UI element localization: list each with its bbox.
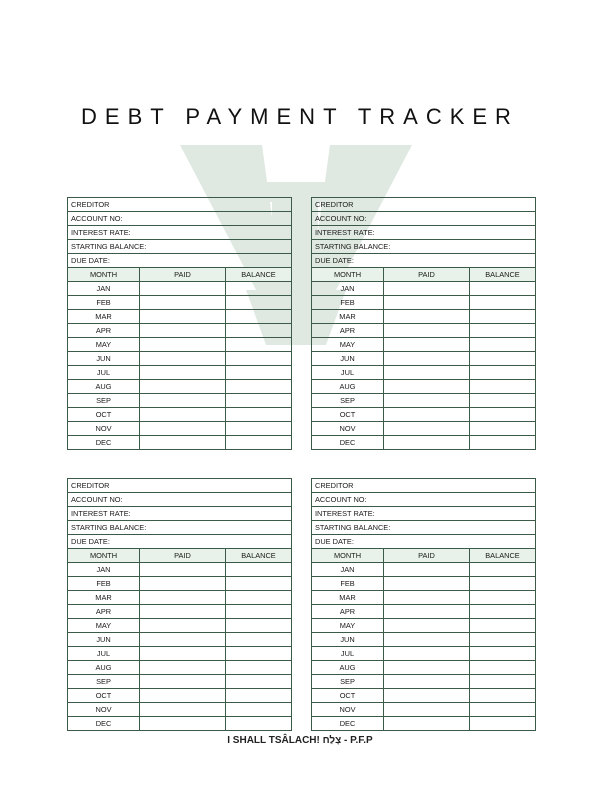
balance-cell[interactable]: [470, 717, 536, 731]
paid-cell[interactable]: [384, 366, 470, 380]
month-label: JUN: [312, 352, 384, 366]
month-label: JUN: [68, 352, 140, 366]
balance-cell[interactable]: [470, 436, 536, 450]
table-row: [68, 689, 292, 703]
balance-cell[interactable]: [226, 296, 292, 310]
month-label: SEP: [68, 394, 140, 408]
creditor-field[interactable]: CREDITOR: [68, 479, 292, 493]
paid-cell[interactable]: [140, 563, 226, 577]
paid-cell[interactable]: [384, 647, 470, 661]
balance-cell[interactable]: [470, 661, 536, 675]
creditor-field[interactable]: CREDITOR: [312, 198, 536, 212]
debt-tracker-table: [311, 478, 536, 731]
balance-cell[interactable]: [470, 703, 536, 717]
paid-cell[interactable]: [140, 633, 226, 647]
table-row: [312, 422, 536, 436]
paid-cell[interactable]: [140, 282, 226, 296]
balance-cell[interactable]: [226, 591, 292, 605]
account-no-field[interactable]: ACCOUNT NO:: [312, 212, 536, 226]
month-label: NOV: [312, 703, 384, 717]
balance-cell[interactable]: [226, 436, 292, 450]
balance-cell[interactable]: [470, 563, 536, 577]
balance-cell[interactable]: [470, 310, 536, 324]
table-row: [68, 633, 292, 647]
balance-cell[interactable]: [226, 352, 292, 366]
debt-tracker-table: [67, 197, 292, 450]
month-label: MAR: [68, 310, 140, 324]
paid-cell[interactable]: [140, 310, 226, 324]
month-column-header: MONTH: [312, 549, 384, 563]
paid-cell[interactable]: [384, 436, 470, 450]
month-label: APR: [68, 324, 140, 338]
table-row: [68, 282, 292, 296]
balance-cell[interactable]: [470, 296, 536, 310]
table-row: [68, 675, 292, 689]
table-row: [312, 296, 536, 310]
table-row: [68, 352, 292, 366]
month-label: NOV: [68, 703, 140, 717]
month-label: DEC: [68, 717, 140, 731]
paid-cell[interactable]: [140, 703, 226, 717]
month-label: JUL: [312, 647, 384, 661]
account-no-field[interactable]: ACCOUNT NO:: [68, 493, 292, 507]
interest-rate-field[interactable]: INTEREST RATE:: [68, 507, 292, 521]
month-label: FEB: [68, 577, 140, 591]
table-row: [312, 647, 536, 661]
balance-cell[interactable]: [470, 380, 536, 394]
table-row: [68, 436, 292, 450]
table-row: [68, 338, 292, 352]
balance-cell[interactable]: [226, 408, 292, 422]
table-row: [312, 352, 536, 366]
balance-cell[interactable]: [470, 633, 536, 647]
month-label: JAN: [312, 563, 384, 577]
month-label: JUL: [68, 647, 140, 661]
month-column-header: MONTH: [312, 268, 384, 282]
balance-cell[interactable]: [226, 563, 292, 577]
balance-cell[interactable]: [226, 338, 292, 352]
month-label: APR: [312, 605, 384, 619]
paid-cell[interactable]: [140, 394, 226, 408]
paid-cell[interactable]: [140, 605, 226, 619]
paid-cell[interactable]: [140, 619, 226, 633]
debt-tracker-table: [311, 197, 536, 450]
due-date-field[interactable]: DUE DATE:: [68, 254, 292, 268]
footer-tagline: I SHALL TSÂLACH! צָלַח - P.F.P: [227, 735, 373, 746]
table-row: [312, 689, 536, 703]
paid-cell[interactable]: [384, 661, 470, 675]
balance-cell[interactable]: [470, 352, 536, 366]
table-row: [68, 591, 292, 605]
creditor-field[interactable]: CREDITOR: [312, 479, 536, 493]
starting-balance-field[interactable]: STARTING BALANCE:: [68, 240, 292, 254]
balance-cell[interactable]: [470, 394, 536, 408]
month-label: DEC: [68, 436, 140, 450]
balance-cell[interactable]: [226, 675, 292, 689]
month-label: JUL: [312, 366, 384, 380]
table-row: [68, 422, 292, 436]
table-row: [68, 577, 292, 591]
month-label: NOV: [312, 422, 384, 436]
balance-cell[interactable]: [226, 282, 292, 296]
balance-cell[interactable]: [470, 338, 536, 352]
month-label: JAN: [312, 282, 384, 296]
paid-cell[interactable]: [140, 338, 226, 352]
balance-cell[interactable]: [226, 633, 292, 647]
balance-cell[interactable]: [226, 703, 292, 717]
paid-cell[interactable]: [384, 717, 470, 731]
month-label: MAR: [68, 591, 140, 605]
paid-cell[interactable]: [140, 675, 226, 689]
table-row: [68, 661, 292, 675]
balance-column-header: BALANCE: [470, 549, 536, 563]
table-row: [312, 563, 536, 577]
month-label: SEP: [312, 394, 384, 408]
month-label: NOV: [68, 422, 140, 436]
paid-cell[interactable]: [384, 605, 470, 619]
starting-balance-field[interactable]: STARTING BALANCE:: [312, 240, 536, 254]
month-label: FEB: [312, 577, 384, 591]
interest-rate-field[interactable]: INTEREST RATE:: [312, 507, 536, 521]
month-label: JAN: [68, 563, 140, 577]
starting-balance-field[interactable]: STARTING BALANCE:: [312, 521, 536, 535]
page-title: DEBT PAYMENT TRACKER: [81, 104, 519, 129]
balance-cell[interactable]: [226, 310, 292, 324]
month-label: AUG: [312, 661, 384, 675]
paid-cell[interactable]: [384, 394, 470, 408]
table-row: [312, 619, 536, 633]
balance-cell[interactable]: [470, 605, 536, 619]
paid-column-header: PAID: [384, 549, 470, 563]
table-row: [312, 577, 536, 591]
paid-cell[interactable]: [384, 633, 470, 647]
paid-cell[interactable]: [140, 661, 226, 675]
month-label: OCT: [68, 689, 140, 703]
month-label: OCT: [68, 408, 140, 422]
month-label: MAY: [68, 619, 140, 633]
month-label: SEP: [68, 675, 140, 689]
month-label: MAR: [312, 591, 384, 605]
table-row: [68, 310, 292, 324]
table-row: [312, 675, 536, 689]
balance-cell[interactable]: [470, 366, 536, 380]
table-row: [312, 591, 536, 605]
balance-cell[interactable]: [226, 717, 292, 731]
balance-cell[interactable]: [470, 422, 536, 436]
paid-cell[interactable]: [140, 380, 226, 394]
month-label: MAY: [312, 619, 384, 633]
month-label: FEB: [312, 296, 384, 310]
due-date-field[interactable]: DUE DATE:: [68, 535, 292, 549]
paid-cell[interactable]: [140, 591, 226, 605]
balance-cell[interactable]: [226, 619, 292, 633]
paid-cell[interactable]: [140, 577, 226, 591]
paid-cell[interactable]: [140, 408, 226, 422]
balance-cell[interactable]: [226, 366, 292, 380]
interest-rate-field[interactable]: INTEREST RATE:: [68, 226, 292, 240]
paid-cell[interactable]: [384, 324, 470, 338]
paid-cell[interactable]: [140, 689, 226, 703]
month-label: SEP: [312, 675, 384, 689]
table-row: [312, 310, 536, 324]
paid-column-header: PAID: [140, 549, 226, 563]
table-row: [68, 408, 292, 422]
table-row: [68, 717, 292, 731]
creditor-field[interactable]: CREDITOR: [68, 198, 292, 212]
table-row: [68, 296, 292, 310]
balance-cell[interactable]: [226, 577, 292, 591]
month-label: DEC: [312, 717, 384, 731]
balance-cell[interactable]: [470, 282, 536, 296]
paid-cell[interactable]: [384, 352, 470, 366]
table-row: [312, 633, 536, 647]
balance-cell[interactable]: [226, 647, 292, 661]
balance-cell[interactable]: [470, 647, 536, 661]
interest-rate-field[interactable]: INTEREST RATE:: [312, 226, 536, 240]
debt-tracker-table: [67, 478, 292, 731]
table-row: [68, 366, 292, 380]
paid-cell[interactable]: [384, 563, 470, 577]
balance-cell[interactable]: [470, 408, 536, 422]
table-row: [68, 380, 292, 394]
month-label: JUN: [312, 633, 384, 647]
balance-cell[interactable]: [470, 619, 536, 633]
table-row: [312, 717, 536, 731]
table-row: [312, 703, 536, 717]
balance-cell[interactable]: [226, 605, 292, 619]
paid-cell[interactable]: [384, 422, 470, 436]
table-row: [68, 394, 292, 408]
month-label: APR: [312, 324, 384, 338]
account-no-field[interactable]: ACCOUNT NO:: [312, 493, 536, 507]
paid-cell[interactable]: [384, 577, 470, 591]
month-label: AUG: [312, 380, 384, 394]
table-row: [312, 661, 536, 675]
paid-cell[interactable]: [384, 689, 470, 703]
balance-cell[interactable]: [470, 324, 536, 338]
month-label: OCT: [312, 408, 384, 422]
paid-cell[interactable]: [140, 296, 226, 310]
month-label: MAR: [312, 310, 384, 324]
table-row: [312, 408, 536, 422]
paid-cell[interactable]: [140, 717, 226, 731]
month-label: MAY: [68, 338, 140, 352]
table-row: [68, 647, 292, 661]
balance-column-header: BALANCE: [470, 268, 536, 282]
table-row: [312, 394, 536, 408]
table-row: [312, 366, 536, 380]
table-row: [312, 324, 536, 338]
paid-column-header: PAID: [384, 268, 470, 282]
table-row: [312, 282, 536, 296]
due-date-field[interactable]: DUE DATE:: [312, 535, 536, 549]
due-date-field[interactable]: DUE DATE:: [312, 254, 536, 268]
month-label: JUL: [68, 366, 140, 380]
paid-cell[interactable]: [384, 675, 470, 689]
balance-cell[interactable]: [226, 380, 292, 394]
balance-cell[interactable]: [226, 661, 292, 675]
month-label: APR: [68, 605, 140, 619]
month-label: AUG: [68, 380, 140, 394]
month-label: FEB: [68, 296, 140, 310]
paid-cell[interactable]: [384, 296, 470, 310]
table-row: [68, 619, 292, 633]
paid-cell[interactable]: [140, 436, 226, 450]
paid-cell[interactable]: [384, 310, 470, 324]
balance-cell[interactable]: [470, 577, 536, 591]
paid-cell[interactable]: [384, 408, 470, 422]
table-row: [68, 324, 292, 338]
paid-cell[interactable]: [140, 366, 226, 380]
month-label: DEC: [312, 436, 384, 450]
balance-cell[interactable]: [470, 675, 536, 689]
paid-cell[interactable]: [384, 338, 470, 352]
month-label: JAN: [68, 282, 140, 296]
paid-cell[interactable]: [140, 422, 226, 436]
table-row: [68, 563, 292, 577]
table-row: [68, 605, 292, 619]
table-row: [312, 605, 536, 619]
table-row: [312, 338, 536, 352]
paid-cell[interactable]: [384, 619, 470, 633]
month-label: MAY: [312, 338, 384, 352]
month-label: JUN: [68, 633, 140, 647]
month-label: AUG: [68, 661, 140, 675]
balance-cell[interactable]: [226, 324, 292, 338]
balance-column-header: BALANCE: [226, 268, 292, 282]
paid-cell[interactable]: [140, 352, 226, 366]
starting-balance-field[interactable]: STARTING BALANCE:: [68, 521, 292, 535]
paid-cell[interactable]: [140, 324, 226, 338]
balance-cell[interactable]: [226, 394, 292, 408]
table-row: [312, 380, 536, 394]
month-column-header: MONTH: [68, 549, 140, 563]
month-label: OCT: [312, 689, 384, 703]
month-column-header: MONTH: [68, 268, 140, 282]
paid-cell[interactable]: [384, 282, 470, 296]
balance-column-header: BALANCE: [226, 549, 292, 563]
account-no-field[interactable]: ACCOUNT NO:: [68, 212, 292, 226]
paid-cell[interactable]: [384, 703, 470, 717]
balance-cell[interactable]: [470, 591, 536, 605]
paid-column-header: PAID: [140, 268, 226, 282]
table-row: [68, 703, 292, 717]
balance-cell[interactable]: [226, 689, 292, 703]
paid-cell[interactable]: [140, 647, 226, 661]
balance-cell[interactable]: [470, 689, 536, 703]
paid-cell[interactable]: [384, 591, 470, 605]
balance-cell[interactable]: [226, 422, 292, 436]
table-row: [312, 436, 536, 450]
paid-cell[interactable]: [384, 380, 470, 394]
